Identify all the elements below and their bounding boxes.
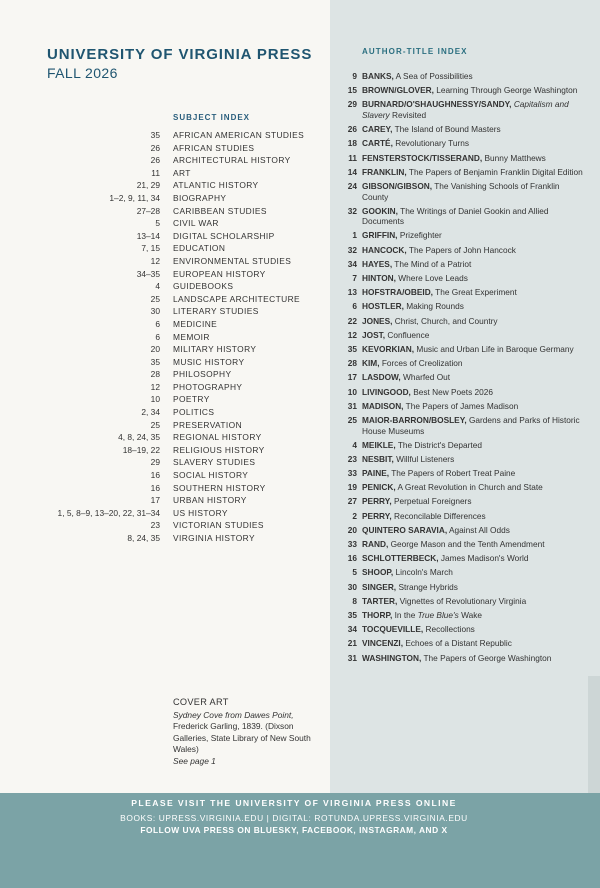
- author-name: VINCENZI,: [362, 638, 404, 649]
- subject-index-row: [0, 431, 330, 444]
- subject-label: LITERARY STUDIES: [173, 306, 259, 317]
- subject-index-row: [0, 381, 330, 394]
- subject-pages: 17: [150, 495, 160, 506]
- author-name: KEVORKIAN,: [362, 343, 415, 354]
- author-page-number: 17: [347, 372, 357, 383]
- book-title: Gardens and Parks of Historic House Museums: [362, 414, 580, 436]
- book-title: A Great Revolution in Church and State: [397, 482, 543, 493]
- author-page-number: 31: [347, 652, 357, 663]
- subject-index-row: [0, 331, 330, 344]
- author-page-number: 5: [352, 567, 357, 578]
- author-page-number: 19: [347, 482, 357, 493]
- author-page-number: 33: [347, 539, 357, 549]
- subject-label: MEDICINE: [173, 318, 218, 329]
- subject-pages: 6: [155, 318, 160, 329]
- book-title: Prizefighter: [399, 230, 442, 241]
- subject-pages: 25: [150, 293, 160, 304]
- footer-banner: [0, 793, 600, 888]
- subject-label: URBAN HISTORY: [173, 495, 247, 506]
- author-index-row: [337, 245, 587, 256]
- author-index-row: [337, 259, 587, 270]
- subject-pages: 34–35: [136, 268, 160, 279]
- subject-pages: 25: [150, 419, 160, 430]
- subject-label: CARIBBEAN STUDIES: [173, 205, 267, 216]
- book-title: George Mason and the Tenth Amendment: [390, 539, 545, 549]
- subject-index-row: [0, 242, 330, 255]
- book-title: Music and Urban Life in Baroque Germany: [416, 343, 574, 354]
- subject-label: SOUTHERN HISTORY: [173, 482, 266, 493]
- subject-index-row: [0, 393, 330, 406]
- subject-index-row: [0, 129, 330, 142]
- author-index-row: [337, 624, 587, 635]
- catalog-season: FALL 2026: [47, 65, 118, 81]
- book-title: Reconcilable Differences: [393, 510, 486, 521]
- author-index-row: [337, 358, 587, 369]
- subject-label: EDUCATION: [173, 243, 226, 254]
- book-title: Strange Hybrids: [398, 581, 458, 592]
- author-page-number: 26: [347, 124, 357, 135]
- subject-index-row: [0, 192, 330, 205]
- book-title: Learning Through George Washington: [436, 85, 578, 96]
- subject-label: VIRGINIA HISTORY: [173, 533, 255, 543]
- subject-index-heading: SUBJECT INDEX: [173, 113, 251, 122]
- author-name: BROWN/GLOVER,: [362, 85, 434, 96]
- author-index-row: [337, 454, 587, 465]
- subject-pages: 26: [150, 155, 160, 166]
- author-page-number: 9: [352, 71, 357, 81]
- author-page-number: 15: [347, 85, 357, 96]
- author-name: WASHINGTON,: [362, 652, 422, 663]
- subject-pages: 4: [155, 281, 160, 292]
- subject-index-row: [0, 494, 330, 507]
- subject-pages: 29: [150, 457, 160, 468]
- subject-label: PHOTOGRAPHY: [173, 381, 243, 392]
- subject-index-row: [0, 368, 330, 381]
- author-name: TARTER,: [362, 595, 398, 606]
- subject-label: ATLANTIC HISTORY: [173, 180, 259, 191]
- book-title: Willful Listeners: [396, 453, 455, 464]
- cover-art-caption: [173, 710, 323, 756]
- book-title: The Papers of Robert Treat Paine: [391, 468, 516, 479]
- author-index-row: [337, 344, 587, 355]
- author-page-number: 10: [347, 386, 357, 397]
- author-index-row: [337, 273, 587, 284]
- author-page-number: 34: [347, 258, 357, 269]
- subject-pages: 26: [150, 142, 160, 153]
- subject-index-row: [0, 217, 330, 230]
- book-title: Christ, Church, and Country: [394, 315, 498, 326]
- author-name: JONES,: [362, 315, 393, 326]
- subject-pages: 1–2, 9, 11, 34: [109, 192, 160, 203]
- book-title: Lincoln's March: [395, 567, 453, 578]
- subject-index-row: [0, 268, 330, 281]
- author-index-row: [337, 372, 587, 383]
- author-index-row: [337, 138, 587, 149]
- subject-index-row: [0, 532, 330, 545]
- subject-pages: 6: [155, 331, 160, 342]
- subject-pages: 2, 34: [141, 407, 160, 418]
- author-page-number: 6: [352, 301, 357, 312]
- subject-pages: 23: [150, 520, 160, 531]
- book-title: Recollections: [425, 624, 475, 635]
- subject-pages: 1, 5, 8–9, 13–20, 22, 31–34: [57, 507, 160, 518]
- author-index-row: [337, 330, 587, 341]
- book-title: The Great Experiment: [435, 287, 517, 298]
- author-index-row: [337, 638, 587, 649]
- author-name: BANKS,: [362, 71, 394, 81]
- author-index-row: [337, 301, 587, 312]
- book-title: Where Love Leads: [398, 273, 468, 284]
- book-title: Forces of Creolization: [381, 358, 463, 369]
- author-index-row: [337, 582, 587, 593]
- author-name: GOOKIN,: [362, 205, 398, 216]
- subject-index-row: [0, 406, 330, 419]
- footer-urls-line: BOOKS: UPRESS.VIRGINIA.EDU | DIGITAL: ROTUNDA.UPRESS.VIRGINIA.EDU: [120, 813, 468, 823]
- author-index-row: [337, 525, 587, 536]
- author-name: HAYES,: [362, 258, 393, 269]
- book-title: A Sea of Possibilities: [395, 71, 473, 81]
- author-name: HOSTLER,: [362, 301, 404, 312]
- subject-pages: 11: [151, 167, 160, 178]
- book-title: Revisited: [391, 109, 427, 120]
- author-name: QUINTERO SARAVIA,: [362, 524, 448, 535]
- subject-index-row: [0, 280, 330, 293]
- author-page-number: 30: [347, 581, 357, 592]
- book-title: Wharfed Out: [403, 372, 451, 383]
- book-title: Against All Odds: [448, 524, 510, 535]
- author-index-row: [337, 316, 587, 327]
- author-page-number: 1: [352, 230, 357, 241]
- author-index-row: [337, 401, 587, 412]
- author-page-number: 12: [347, 329, 357, 340]
- author-name: MAIOR-BARRON/BOSLEY,: [362, 414, 467, 425]
- subject-index-row: [0, 482, 330, 495]
- author-page-number: 18: [347, 138, 357, 149]
- cover-art-credit: [173, 697, 323, 768]
- subject-index-row: [0, 230, 330, 243]
- author-index-row: [337, 167, 587, 178]
- author-page-number: 25: [347, 414, 357, 425]
- subject-index-row: [0, 154, 330, 167]
- author-name: SINGER,: [362, 581, 397, 592]
- author-name: MEIKLE,: [362, 439, 396, 450]
- footer-visit-line: PLEASE VISIT THE UNIVERSITY OF VIRGINIA PRESS ONLINE: [131, 798, 457, 808]
- author-index-row: [337, 287, 587, 298]
- author-page-number: 2: [352, 510, 357, 521]
- author-page-number: 14: [347, 166, 357, 177]
- author-name: HINTON,: [362, 273, 396, 284]
- subject-pages: 20: [150, 344, 160, 355]
- author-index-row: [337, 440, 587, 451]
- author-index-row: [337, 596, 587, 607]
- author-page-number: 22: [347, 315, 357, 326]
- author-index-row: [337, 496, 587, 507]
- subject-index-row: [0, 318, 330, 331]
- author-name: PERRY,: [362, 496, 392, 507]
- decorative-strip: [588, 676, 600, 793]
- author-name: KIM,: [362, 358, 380, 369]
- book-title-italic: True Blue's: [417, 609, 459, 620]
- subject-index-row: [0, 305, 330, 318]
- book-title: Vignettes of Revolutionary Virginia: [399, 595, 527, 606]
- author-index-row: [337, 567, 587, 578]
- subject-label: PRESERVATION: [173, 419, 243, 430]
- subject-index-row: [0, 343, 330, 356]
- book-title-italic: Capitalism and Slavery: [362, 99, 569, 120]
- author-name: PERRY,: [362, 510, 392, 521]
- cover-art-source: Frederick Garling, 1839. (Dixson Galleries, State Library of New South Wales): [173, 721, 311, 755]
- author-index-row: [337, 387, 587, 398]
- author-name: THORP,: [362, 609, 393, 620]
- book-title: The Vanishing Schools of Franklin County: [362, 180, 560, 202]
- author-index-row: [337, 124, 587, 135]
- subject-index-row: [0, 456, 330, 469]
- subject-label: MUSIC HISTORY: [173, 356, 245, 367]
- author-page-number: 34: [347, 624, 357, 635]
- book-title: Making Rounds: [406, 301, 464, 312]
- subject-index-row: [0, 444, 330, 457]
- author-page-number: 13: [347, 287, 357, 298]
- subject-index-row: [0, 142, 330, 155]
- author-index-row: [337, 653, 587, 664]
- author-index-row: [337, 99, 587, 120]
- author-name: HOFSTRA/OBEID,: [362, 287, 433, 298]
- subject-label: VICTORIAN STUDIES: [173, 520, 264, 531]
- author-index-row: [337, 553, 587, 564]
- author-page-number: 4: [352, 439, 357, 450]
- subject-label: BIOGRAPHY: [173, 192, 227, 203]
- author-name: PENICK,: [362, 482, 396, 493]
- author-name: JOST,: [362, 329, 386, 340]
- author-index-row: [337, 610, 587, 621]
- subject-pages: 12: [150, 381, 160, 392]
- subject-label: ARCHITECTURAL HISTORY: [173, 155, 291, 166]
- author-page-number: 31: [347, 400, 357, 411]
- subject-index-row: [0, 293, 330, 306]
- subject-label: DIGITAL SCHOLARSHIP: [173, 230, 275, 241]
- subject-pages: 8, 24, 35: [127, 533, 160, 543]
- subject-pages: 10: [150, 394, 160, 405]
- author-page-number: 33: [347, 468, 357, 479]
- author-page-number: 7: [352, 273, 357, 284]
- author-index-row: [337, 71, 587, 82]
- author-page-number: 21: [347, 638, 357, 649]
- author-page-number: 35: [347, 343, 357, 354]
- author-name: LIVINGOOD,: [362, 386, 411, 397]
- author-index-row: [337, 511, 587, 522]
- subject-pages: 12: [150, 255, 160, 266]
- book-title: The Papers of John Hancock: [408, 244, 516, 255]
- author-name: FENSTERSTOCK/TISSERAND,: [362, 152, 483, 163]
- author-index-row: [337, 415, 587, 436]
- author-name: HANCOCK,: [362, 244, 407, 255]
- subject-pages: 4, 8, 24, 35: [118, 432, 160, 443]
- author-index-list: [337, 71, 587, 667]
- subject-pages: 13–14: [136, 230, 160, 241]
- author-index-row: [337, 230, 587, 241]
- author-name: SHOOP,: [362, 567, 394, 578]
- subject-index-row: [0, 469, 330, 482]
- author-name: CARTÉ,: [362, 138, 393, 149]
- subject-index-list: [0, 129, 330, 545]
- subject-pages: 35: [150, 130, 160, 140]
- author-name: PAINE,: [362, 468, 390, 479]
- author-name: TOCQUEVILLE,: [362, 624, 424, 635]
- book-title-rest: Wake: [461, 609, 482, 620]
- book-title: Perpetual Foreigners: [393, 496, 472, 507]
- subject-label: AFRICAN STUDIES: [173, 142, 255, 153]
- subject-label: US HISTORY: [173, 507, 228, 518]
- subject-label: PHILOSOPHY: [173, 369, 232, 380]
- subject-index-row: [0, 179, 330, 192]
- subject-index-row: [0, 356, 330, 369]
- author-index-row: [337, 482, 587, 493]
- subject-label: ART: [173, 167, 191, 178]
- book-title: Confluence: [387, 329, 430, 340]
- author-index-heading: AUTHOR-TITLE INDEX: [362, 47, 468, 56]
- author-index-row: [337, 181, 587, 202]
- subject-label: GUIDEBOOKS: [173, 281, 234, 292]
- book-title: The Papers of James Madison: [405, 400, 519, 411]
- author-name: CAREY,: [362, 124, 393, 135]
- subject-label: MEMOIR: [173, 331, 210, 342]
- subject-label: CIVIL WAR: [173, 218, 219, 229]
- author-name: SCHLOTTERBECK,: [362, 553, 439, 564]
- book-title: Revolutionary Turns: [395, 138, 469, 149]
- author-page-number: 20: [347, 524, 357, 535]
- author-name: MADISON,: [362, 400, 404, 411]
- author-name: LASDOW,: [362, 372, 401, 383]
- author-name: BURNARD/O'SHAUGHNESSY/SANDY,: [362, 99, 512, 110]
- subject-index-row: [0, 167, 330, 180]
- book-title: The District's Departed: [397, 439, 482, 450]
- footer-social-line: FOLLOW UVA PRESS ON BLUESKY, FACEBOOK, INSTAGRAM, AND X: [140, 825, 448, 835]
- author-page-number: 16: [347, 553, 357, 564]
- subject-index-row: [0, 205, 330, 218]
- subject-pages: 27–28: [136, 205, 160, 216]
- author-page-number: 32: [347, 205, 357, 216]
- author-index-row: [337, 206, 587, 227]
- author-page-number: 35: [347, 609, 357, 620]
- subject-label: LANDSCAPE ARCHITECTURE: [173, 293, 301, 304]
- subject-pages: 18–19, 22: [122, 444, 160, 455]
- author-index-row: [337, 468, 587, 479]
- subject-pages: 28: [150, 369, 160, 380]
- subject-index-row: [0, 507, 330, 520]
- author-page-number: 11: [348, 152, 357, 163]
- author-index-row: [337, 539, 587, 550]
- subject-pages: 16: [150, 470, 160, 481]
- author-page-number: 23: [347, 453, 357, 464]
- book-title: James Madison's World: [440, 553, 529, 564]
- book-title: The Papers of Benjamin Franklin Digital Edition: [408, 166, 583, 177]
- author-page-number: 29: [347, 99, 357, 110]
- subject-pages: 35: [150, 356, 160, 367]
- book-title: Best New Poets 2026: [413, 386, 493, 397]
- subject-label: MILITARY HISTORY: [173, 344, 257, 355]
- author-page-number: 24: [347, 180, 357, 191]
- book-title: The Mind of a Patriot: [394, 258, 472, 269]
- author-page-number: 28: [347, 358, 357, 369]
- book-title: The Island of Bound Masters: [394, 124, 501, 135]
- subject-pages: 7, 15: [141, 243, 160, 254]
- cover-art-title: Sydney Cove from Dawes Point,: [173, 709, 294, 720]
- press-name: UNIVERSITY OF VIRGINIA PRESS: [47, 46, 313, 63]
- author-name: GIBSON/GIBSON,: [362, 180, 433, 191]
- subject-pages: 5: [155, 218, 160, 229]
- cover-art-heading: COVER ART: [173, 697, 229, 707]
- book-title: Bunny Matthews: [484, 152, 546, 163]
- author-index-row: [337, 153, 587, 164]
- subject-pages: 21, 29: [136, 180, 160, 191]
- subject-label: REGIONAL HISTORY: [173, 432, 262, 443]
- subject-label: SLAVERY STUDIES: [173, 457, 256, 468]
- subject-label: ENVIRONMENTAL STUDIES: [173, 255, 292, 266]
- subject-pages: 16: [150, 482, 160, 493]
- book-title: The Writings of Daniel Gookin and Allied Documents: [362, 205, 549, 227]
- subject-label: SOCIAL HISTORY: [173, 470, 249, 481]
- subject-index-row: [0, 519, 330, 532]
- subject-pages: 30: [150, 306, 160, 317]
- author-name: FRANKLIN,: [362, 166, 407, 177]
- author-name: RAND,: [362, 539, 389, 549]
- author-name: NESBIT,: [362, 453, 394, 464]
- author-index-row: [337, 85, 587, 96]
- book-title: Echoes of a Distant Republic: [405, 638, 512, 649]
- book-title: In the: [394, 609, 416, 620]
- cover-art-page-ref: See page 1: [173, 755, 216, 766]
- subject-index-row: [0, 419, 330, 432]
- subject-label: RELIGIOUS HISTORY: [173, 444, 265, 455]
- author-page-number: 27: [347, 496, 357, 507]
- author-page-number: 32: [347, 244, 357, 255]
- author-page-number: 8: [352, 595, 357, 606]
- author-name: GRIFFIN,: [362, 230, 398, 241]
- subject-label: POLITICS: [173, 407, 215, 418]
- subject-label: POETRY: [173, 394, 210, 405]
- book-title: The Papers of George Washington: [423, 652, 552, 663]
- subject-label: AFRICAN AMERICAN STUDIES: [173, 130, 305, 140]
- subject-index-row: [0, 255, 330, 268]
- subject-label: EUROPEAN HISTORY: [173, 268, 266, 279]
